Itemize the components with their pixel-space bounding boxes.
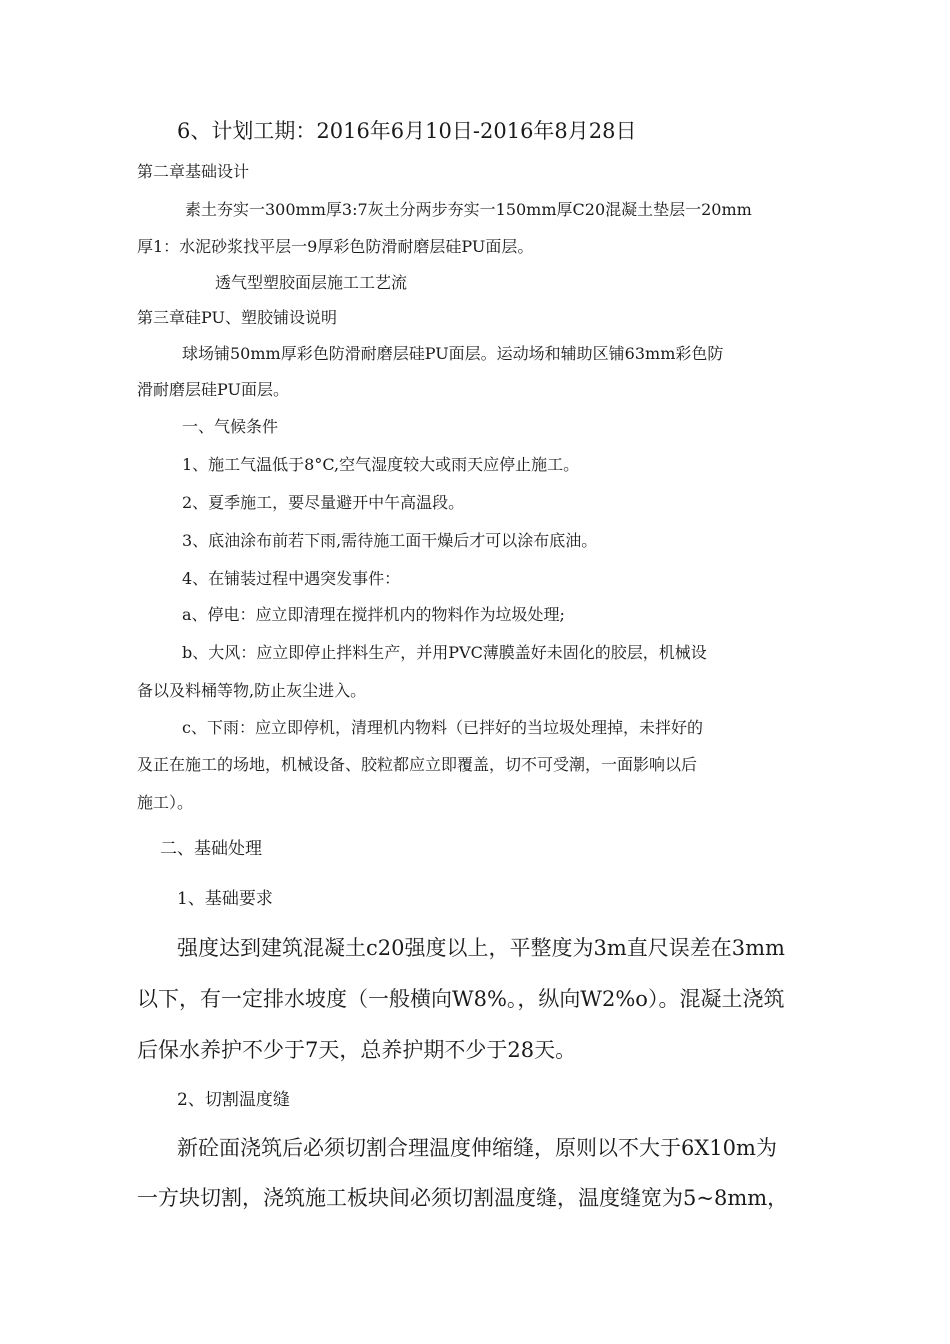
list-item-continued: 及正在施工的场地，机械设备、胶粒都应立即覆盖，切不可受潮，一面影响以后 <box>137 755 698 774</box>
paragraph-line: 球场铺50mm厚彩色防滑耐磨层硅PU面层。运动场和辅助区铺63mm彩色防 <box>182 344 724 363</box>
subsection-heading: 2、切割温度缝 <box>177 1090 290 1110</box>
paragraph-line: 强度达到建筑混凝土c20强度以上，平整度为3m直尺误差在3mm <box>177 936 785 960</box>
subsection-heading: 1、基础要求 <box>177 889 273 909</box>
paragraph-line: 以下，有一定排水坡度（一般横向W8%。，纵向W2%o）。混凝土浇筑 <box>137 987 785 1011</box>
list-item: b、大风：应立即停止拌料生产，并用PVC薄膜盖好未固化的胶层，机械设 <box>182 643 707 662</box>
schedule-line: 6、计划工期：2016年6月10日-2016年8月28日 <box>177 119 637 143</box>
section-heading: 二、基础处理 <box>160 839 262 859</box>
paragraph-line: 厚1：水泥砂浆找平层一9厚彩色防滑耐磨层硅PU面层。 <box>137 237 534 256</box>
process-caption: 透气型塑胶面层施工工艺流 <box>215 273 408 292</box>
chapter-two-heading: 第二章基础设计 <box>137 162 250 181</box>
list-item: 2、夏季施工，要尽量避开中午高温段。 <box>182 493 465 512</box>
chapter-three-heading: 第三章硅PU、塑胶铺设说明 <box>137 308 337 327</box>
paragraph-line: 素土夯实一300mm厚3:7灰土分两步夯实一150mm厚C20混凝土垫层一20mm <box>185 200 752 219</box>
list-item: 3、底油涂布前若下雨,需待施工面干燥后才可以涂布底油。 <box>182 531 598 550</box>
list-item: a、停电：应立即清理在搅拌机内的物料作为垃圾处理; <box>182 605 565 624</box>
list-item: c、下雨：应立即停机，清理机内物料（已拌好的当垃圾处理掉，未拌好的 <box>182 718 703 737</box>
paragraph-line: 新砼面浇筑后必须切割合理温度伸缩缝，原则以不大于6X10m为 <box>177 1136 777 1160</box>
list-item-continued: 备以及料桶等物,防止灰尘进入。 <box>137 681 367 700</box>
paragraph-line: 一方块切割，浇筑施工板块间必须切割温度缝，温度缝宽为5~8mm， <box>137 1186 789 1210</box>
list-item: 4、在铺装过程中遇突发事件： <box>182 569 401 588</box>
section-heading: 一、气候条件 <box>182 417 279 436</box>
paragraph-line: 滑耐磨层硅PU面层。 <box>137 380 289 399</box>
list-item: 1、施工气温低于8°C,空气湿度较大或雨天应停止施工。 <box>182 455 580 474</box>
list-item-continued: 施工）。 <box>137 793 194 812</box>
paragraph-line: 后保水养护不少于7天，总养护期不少于28天。 <box>137 1038 577 1062</box>
